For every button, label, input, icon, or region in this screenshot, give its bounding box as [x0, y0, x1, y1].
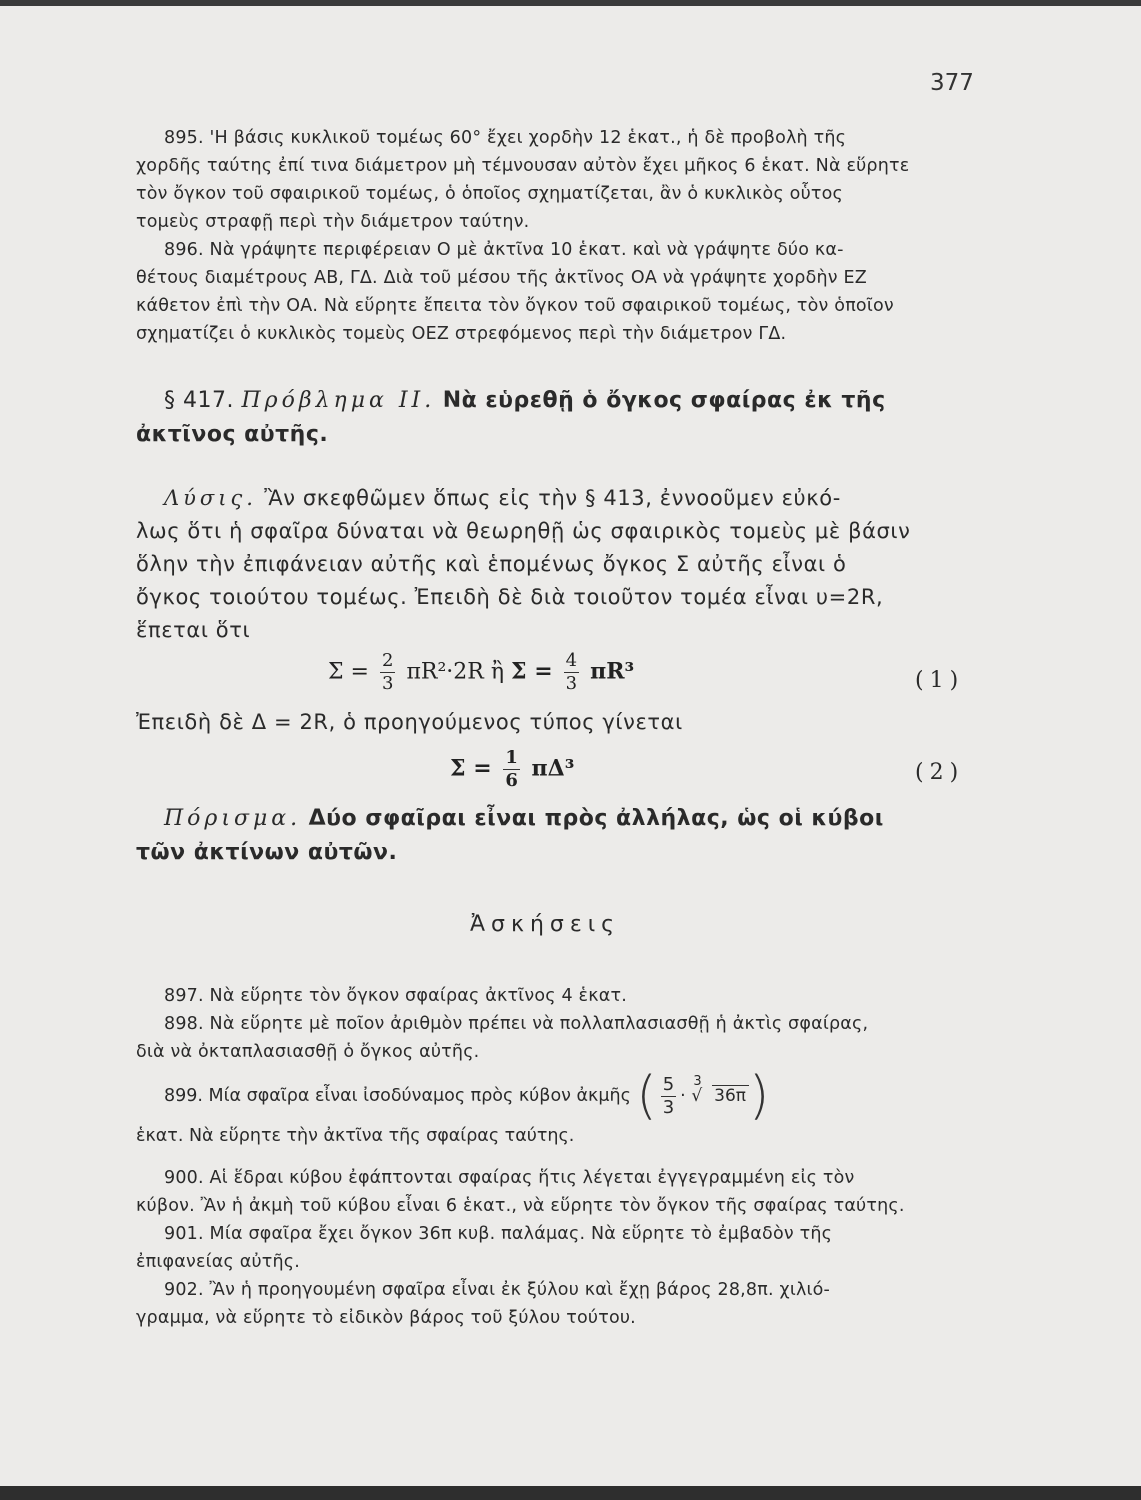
- formula-2-den: 6: [505, 770, 518, 791]
- formula-2-fraction: [503, 747, 520, 792]
- transition-text: Ἐπειδὴ δὲ Δ = 2R, ὁ προηγούμενος τύπος γίνεται: [136, 710, 683, 734]
- exercise-902-line1: 902. Ἂν ἡ προηγουμένη σφαῖρα εἶναι ἐκ ξύλου καὶ ἔχῃ βάρος 28,8π. χιλιό-: [164, 1280, 831, 1300]
- exercise-895: [136, 124, 976, 236]
- formula-2-lhs: Σ =: [450, 755, 492, 782]
- root-index: 3: [693, 1074, 702, 1089]
- exercises-title: Ἀσκήσεις: [470, 912, 621, 937]
- formula-1-rhs: πR³: [590, 658, 635, 685]
- formula-1-lhs: Σ =: [328, 659, 369, 685]
- scan-top-edge: [0, 0, 1141, 6]
- exercise-896-line4: σχηματίζει ὁ κυκλικὸς τομεὺς ΟΕΖ στρεφόμενος περὶ τὴν διάμετρον ΓΔ.: [136, 324, 787, 344]
- right-paren: ): [749, 1066, 770, 1126]
- exercise-898-line2: διὰ νὰ ὀκταπλασιασθῇ ὁ ὄγκος αὐτῆς.: [136, 1042, 480, 1062]
- solution-line5: ἕπεται ὅτι: [136, 618, 251, 642]
- equation-number-1: (1): [915, 668, 965, 693]
- formula-2-num: 1: [505, 747, 518, 768]
- exercise-901-line2: ἐπιφανείας αὐτῆς.: [136, 1252, 301, 1272]
- formula-1-fraction-a: [380, 650, 395, 695]
- exercise-899-dot: ·: [680, 1086, 686, 1106]
- exercise-897-text: 897. Νὰ εὕρητε τὸν ὄγκον σφαίρας ἀκτῖνος 4 ἑκατ.: [164, 986, 627, 1006]
- exercise-897: [136, 982, 976, 1010]
- porisma-line1: Δύο σφαῖραι εἶναι πρὸς ἀλλήλας, ὡς οἱ κύβοι: [308, 806, 884, 831]
- exercise-902: [136, 1276, 976, 1332]
- exercise-896-line2: θέτους διαμέτρους ΑΒ, ΓΔ. Διὰ τοῦ μέσου τῆς ἀκτῖνος ΟΑ νὰ γράψητε χορδὴν ΕΖ: [136, 268, 867, 288]
- exercise-902-line2: γραμμα, νὰ εὕρητε τὸ εἰδικὸν βάρος τοῦ ξύλου τούτου.: [136, 1308, 636, 1328]
- exercise-900-line2: κύβον. Ἂν ἡ ἀκμὴ τοῦ κύβου εἶναι 6 ἑκατ., νὰ εὕρητε τὸν ὄγκον τῆς σφαίρας ταύτης.: [136, 1196, 905, 1216]
- exercise-901: [136, 1220, 976, 1276]
- exercise-899-text: 899. Μία σφαῖρα εἶναι ἰσοδύναμος πρὸς κύβον ἀκμῆς: [164, 1086, 631, 1106]
- exercise-895-line2: χορδῆς ταύτης ἐπί τινα διάμετρον μὴ τέμνουσαν αὐτὸν ἔχει μῆκος 6 ἑκατ. Νὰ εὕρητε: [136, 156, 910, 176]
- exercise-901-line1: 901. Μία σφαῖρα ἔχει ὄγκον 36π κυβ. παλάμας. Νὰ εὕρητε τὸ ἐμβαδὸν τῆς: [164, 1224, 833, 1244]
- exercise-899-line2: ἑκατ. Νὰ εὕρητε τὴν ἀκτῖνα τῆς σφαίρας ταύτης.: [136, 1126, 575, 1146]
- radical-sign-icon: √: [691, 1086, 703, 1106]
- transition-sentence: [136, 706, 976, 739]
- porisma-label: Πόρισμα.: [164, 806, 302, 831]
- solution-paragraph: [136, 482, 976, 647]
- solution-line2: λως ὅτι ἡ σφαῖρα δύναται νὰ θεωρηθῇ ὡς σφαιρικὸς τομεὺς μὲ βάσιν: [136, 519, 911, 543]
- exercise-898: [136, 1010, 976, 1066]
- solution-line1: Ἂν σκεφθῶμεν ὅπως εἰς τὴν § 413, ἐννοοῦμεν εὐκό-: [264, 486, 841, 510]
- porisma-line2: τῶν ἀκτίνων αὐτῶν.: [136, 840, 398, 865]
- exercise-898-line1: 898. Νὰ εὕρητε μὲ ποῖον ἀριθμὸν πρέπει νὰ πολλαπλασιασθῇ ἡ ἀκτὶς σφαίρας,: [164, 1014, 869, 1034]
- formula-1-fraction-b: [564, 650, 579, 695]
- formula-1-num-b: 4: [565, 650, 578, 671]
- exercise-896: [136, 236, 976, 348]
- section-number: § 417.: [164, 388, 234, 413]
- scan-bottom-edge: [0, 1486, 1141, 1500]
- formula-2-rhs: πΔ³: [531, 755, 575, 782]
- formula-1-middle: πR²·2R ἢ: [406, 659, 505, 685]
- exercise-896-line1: 896. Νὰ γράψητε περιφέρειαν Ο μὲ ἀκτῖνα 10 ἑκατ. καὶ νὰ γράψητε δύο κα-: [164, 240, 844, 260]
- exercise-900-line1: 900. Αἱ ἕδραι κύβου ἐφάπτονται σφαίρας ἥτις λέγεται ἐγγεγραμμένη εἰς τὸν: [164, 1168, 855, 1188]
- solution-line3: ὅλην τὴν ἐπιφάνειαν αὐτῆς καὶ ἑπομένως ὄγκος Σ αὐτῆς εἶναι ὁ: [136, 552, 847, 576]
- section-417-heading: [136, 384, 976, 452]
- radicand: 36π: [712, 1085, 749, 1106]
- section-label: Πρόβλημα ΙΙ.: [241, 388, 436, 413]
- exercise-896-line3: κάθετον ἐπὶ τὴν ΟΑ. Νὰ εὕρητε ἔπειτα τὸν ὄγκον τοῦ σφαιρικοῦ τομέως, τὸν ὁποῖον: [136, 296, 894, 316]
- solution-label: Λύσις.: [164, 486, 257, 510]
- exercise-899-num: 5: [662, 1073, 675, 1095]
- exercise-900: [136, 1164, 976, 1220]
- equation-number-2: (2): [915, 760, 965, 785]
- exercise-895-line1: 895. 'Η βάσις κυκλικοῦ τομέως 60° ἔχει χορδὴν 12 ἑκατ., ἡ δὲ προβολὴ τῆς: [164, 128, 847, 148]
- formula-1-den-b: 3: [565, 673, 578, 694]
- formula-2: [450, 747, 574, 792]
- exercise-899-den: 3: [662, 1096, 675, 1118]
- exercise-895-line4: τομεὺς στραφῇ περὶ τὴν διάμετρον ταύτην.: [136, 212, 530, 232]
- page-number: 377: [930, 70, 974, 96]
- formula-1-num-a: 2: [381, 650, 394, 671]
- exercise-899-fraction: [661, 1074, 676, 1119]
- section-title-line2: ἀκτῖνος αὐτῆς.: [136, 422, 329, 447]
- formula-1-lhs2: Σ =: [511, 658, 553, 685]
- formula-1: [328, 650, 634, 695]
- left-paren: (: [636, 1066, 657, 1126]
- solution-line4: ὄγκος τοιούτου τομέως. Ἐπειδὴ δὲ διὰ τοιοῦτον τομέα εἶναι υ=2R,: [136, 585, 884, 609]
- exercise-895-line3: τὸν ὄγκον τοῦ σφαιρικοῦ τομέως, ὁ ὁποῖος σχηματίζεται, ἂν ὁ κυκλικὸς οὗτος: [136, 184, 844, 204]
- porisma-paragraph: [136, 802, 976, 870]
- formula-1-den-a: 3: [381, 673, 394, 694]
- section-title-line1: Νὰ εὑρεθῇ ὁ ὄγκος σφαίρας ἐκ τῆς: [442, 388, 886, 413]
- cube-root: [691, 1074, 749, 1110]
- exercise-899: [136, 1066, 976, 1150]
